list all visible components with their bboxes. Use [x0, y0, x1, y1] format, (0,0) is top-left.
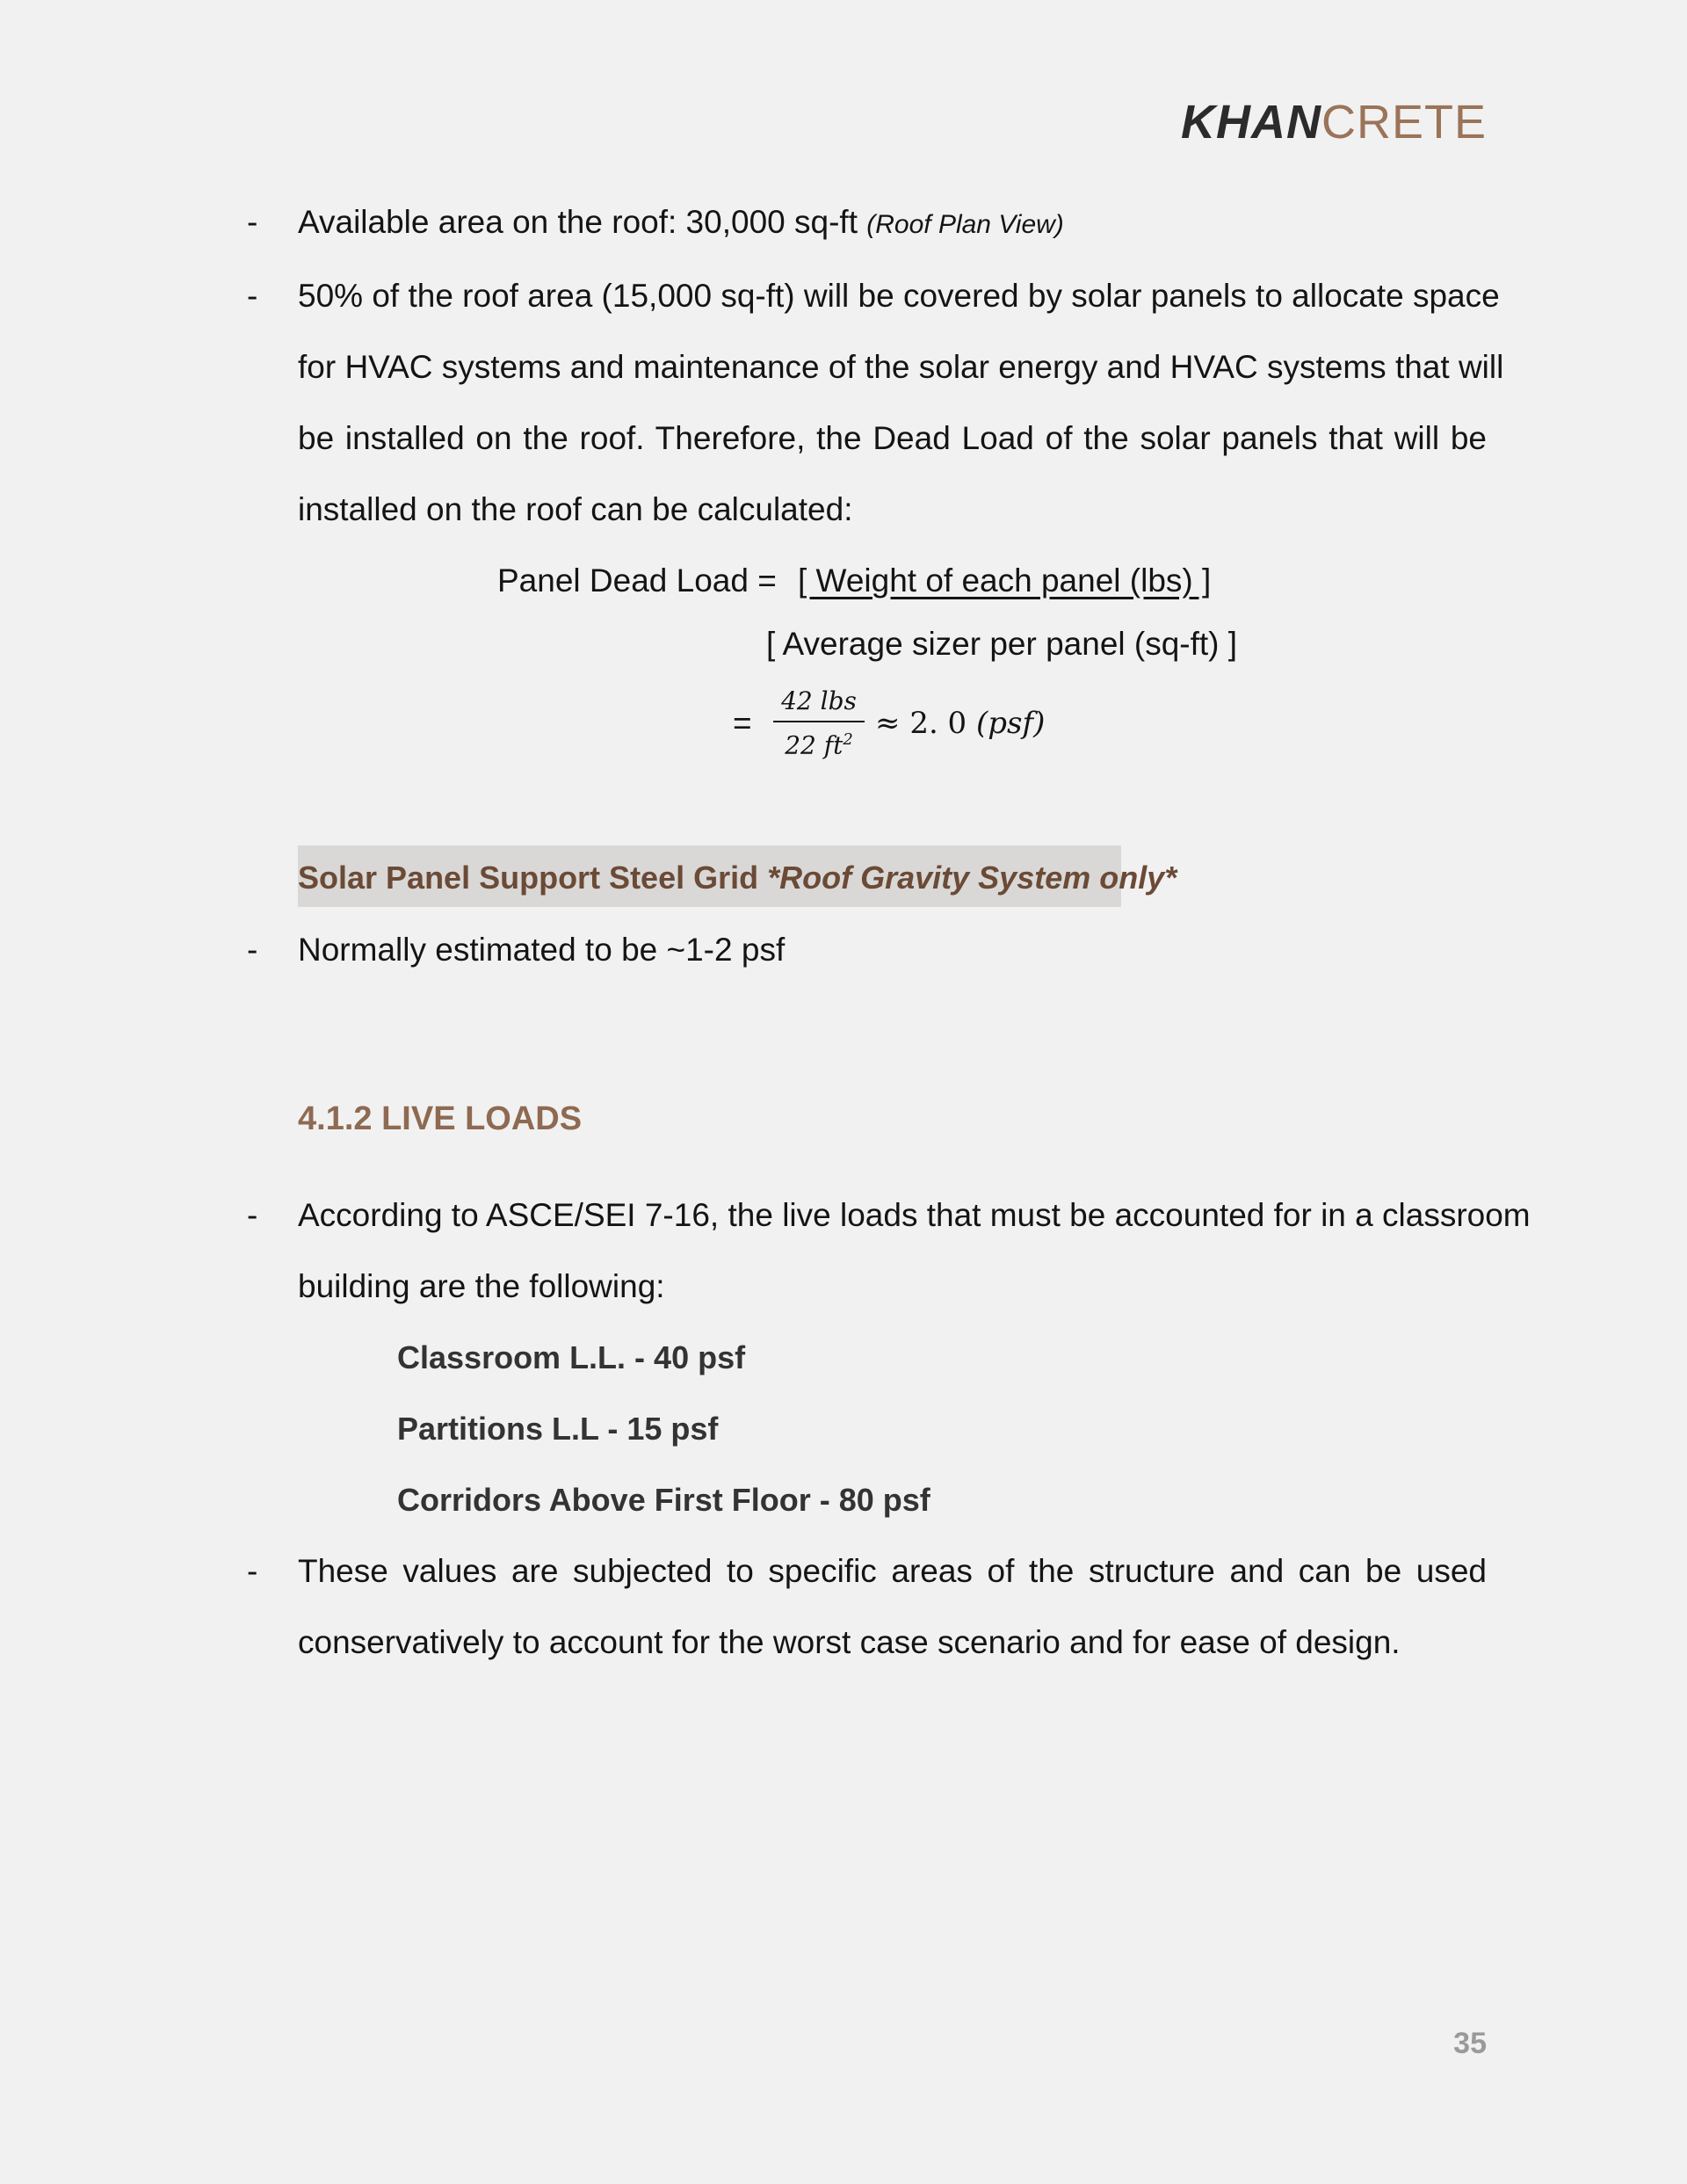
- live-load-item-partitions: Partitions L.L - 15 psf: [397, 1411, 719, 1447]
- live-load-item-classroom: Classroom L.L. - 40 psf: [397, 1339, 746, 1375]
- coverage-line-4: installed on the roof can be calculated:: [298, 491, 853, 527]
- approx-symbol: ≈: [875, 706, 901, 741]
- fraction-exponent: 2: [843, 730, 853, 749]
- bullet-dash: -: [247, 1197, 258, 1233]
- fraction-denominator: [773, 722, 865, 763]
- fraction: [773, 686, 865, 763]
- formula-numerator: [ Weight of each panel (lbs) ]: [798, 562, 1212, 599]
- approx-result: [875, 703, 1045, 744]
- bullet-dash: -: [247, 278, 258, 314]
- company-logo: [1180, 96, 1487, 149]
- page-number: 35: [1453, 2027, 1487, 2060]
- equals-sign: =: [733, 705, 752, 741]
- coverage-line-1: 50% of the roof area (15,000 sq-ft) will be covered by solar panels to allocate space: [298, 278, 1500, 314]
- approx-value: 2. 0: [909, 706, 967, 741]
- steel-grid-title: Solar Panel Support Steel Grid: [298, 860, 759, 896]
- bullet-dash: -: [247, 932, 258, 968]
- logo-crete: CRETE: [1321, 96, 1487, 149]
- formula-denominator: [ Average sizer per panel (sq-ft) ]: [766, 626, 1238, 662]
- fraction-denominator-base: 22 ft: [785, 730, 844, 760]
- live-load-item-corridors: Corridors Above First Floor - 80 psf: [397, 1482, 930, 1518]
- approx-unit: (psf): [976, 706, 1046, 741]
- section-heading-live-loads: 4.1.2 LIVE LOADS: [298, 1100, 583, 1137]
- fraction-numerator: 42 lbs: [773, 686, 865, 722]
- formula-label: Panel Dead Load =: [497, 562, 777, 599]
- roof-area-text: Available area on the roof: 30,000 sq-ft: [298, 204, 858, 240]
- coverage-line-3: be installed on the roof. Therefore, the Dead Load of the solar panels that will be: [298, 420, 1487, 456]
- steel-grid-heading: [298, 858, 1177, 898]
- coverage-line-2: for HVAC systems and maintenance of the solar energy and HVAC systems that will: [298, 349, 1504, 385]
- logo-khan: KHAN: [1180, 96, 1321, 149]
- bullet-dash: -: [247, 1553, 258, 1589]
- closing-line-1: These values are subjected to specific areas of the structure and can be used: [298, 1553, 1487, 1589]
- live-loads-intro-line-2: building are the following:: [298, 1268, 665, 1304]
- live-loads-intro-line-1: According to ASCE/SEI 7-16, the live loads that must be accounted for in a classroom: [298, 1197, 1531, 1233]
- closing-line-2: conservatively to account for the worst case scenario and for ease of design.: [298, 1624, 1401, 1660]
- steel-grid-estimate: Normally estimated to be ~1-2 psf: [298, 932, 786, 968]
- roof-area-line: [298, 202, 1487, 245]
- steel-grid-subtitle: *Roof Gravity System only*: [767, 860, 1177, 896]
- bullet-dash: -: [247, 204, 258, 240]
- roof-plan-note: (Roof Plan View): [866, 210, 1064, 239]
